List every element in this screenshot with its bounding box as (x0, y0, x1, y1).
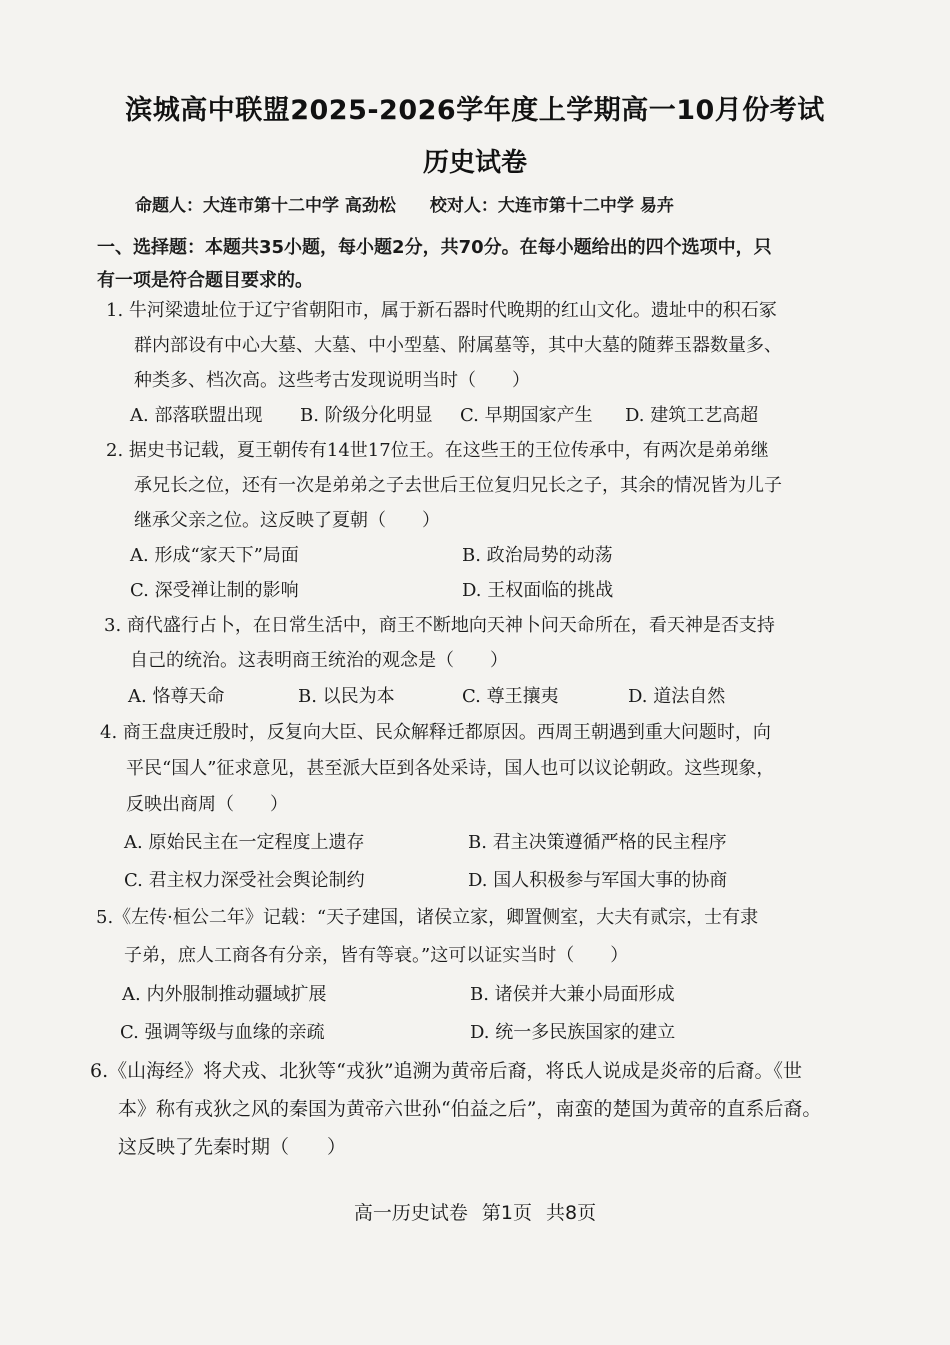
exam-title: 滨城高中联盟2025-2026学年度上学期高一10月份考试 (125, 95, 825, 126)
question-6-line-3: 这反映了先秦时期（ ） (118, 1136, 347, 1158)
author-line (135, 191, 674, 216)
question-2-line-2: 承兄长之位，还有一次是弟弟之子去世后王位复归兄长之子，其余的情况皆为儿子 (134, 475, 782, 496)
section-instructions-line-1: 一、选择题：本题共35小题，每小题2分，共70分。在每小题给出的四个选项中，只 (97, 237, 772, 258)
question-5-option-c[interactable]: C. 强调等级与血缘的亲疏 (120, 1022, 325, 1043)
question-1-option-a[interactable]: A. 部落联盟出现 (130, 405, 263, 426)
question-1-option-b[interactable]: B. 阶级分化明显 (300, 405, 433, 426)
question-1-line-2: 群内部设有中心大墓、大墓、中小型墓、附属墓等，其中大墓的随葬玉器数量多、 (134, 335, 782, 356)
question-4-option-d[interactable]: D. 国人积极参与军国大事的协商 (468, 870, 728, 891)
question-4-option-c[interactable]: C. 君主权力深受社会舆论制约 (124, 870, 365, 891)
proofreader-label: 校对人：大连市第十二中学 易卉 (429, 196, 674, 216)
question-2-option-b[interactable]: B. 政治局势的动荡 (462, 545, 613, 566)
footer-total-pages: 共8页 (546, 1202, 597, 1224)
question-5-option-b[interactable]: B. 诸侯并大兼小局面形成 (470, 984, 675, 1005)
question-4-line-2: 平民“国人”征求意见，甚至派大臣到各处采诗，国人也可以议论朝政。这些现象， (126, 758, 775, 779)
question-3-option-d[interactable]: D. 道法自然 (628, 686, 726, 707)
question-3-option-c[interactable]: C. 尊王攘夷 (462, 686, 559, 707)
question-5-line-1: 5.《左传·桓公二年》记载：“天子建国，诸侯立家，卿置侧室，大夫有贰宗，士有隶 (96, 907, 759, 928)
question-1-line-3: 种类多、档次高。这些考古发现说明当时（ ） (134, 370, 530, 391)
question-4-line-3: 反映出商周（ ） (126, 794, 288, 815)
question-4-option-b[interactable]: B. 君主决策遵循严格的民主程序 (468, 832, 727, 853)
question-6-line-1: 6.《山海经》将犬戎、北狄等“戎狄”追溯为黄帝后裔，将氐人说成是炎帝的后裔。《世 (90, 1060, 803, 1082)
question-3-option-a[interactable]: A. 恪尊天命 (128, 686, 225, 707)
question-6-line-2: 本》称有戎狄之风的秦国为黄帝六世孙“伯益之后”，南蛮的楚国为黄帝的直系后裔。 (118, 1098, 822, 1120)
question-3-option-b[interactable]: B. 以民为本 (298, 686, 395, 707)
question-5-option-d[interactable]: D. 统一多民族国家的建立 (470, 1022, 676, 1043)
question-3-line-1: 3. 商代盛行占卜，在日常生活中，商王不断地向天神卜问天命所在，看天神是否支持 (104, 615, 775, 636)
author-label: 命题人：大连市第十二中学 高劲松 (135, 196, 396, 216)
question-1-option-d[interactable]: D. 建筑工艺高超 (625, 405, 759, 426)
question-1-line-1: 1. 牛河梁遗址位于辽宁省朝阳市，属于新石器时代晚期的红山文化。遗址中的积石冢 (106, 300, 777, 321)
footer-page-number: 第1页 (481, 1202, 532, 1224)
question-5-line-2: 子弟，庶人工商各有分亲，皆有等衰。”这可以证实当时（ ） (124, 945, 629, 966)
page-footer (0, 1198, 950, 1225)
question-2-line-3: 继承父亲之位。这反映了夏朝（ ） (134, 510, 440, 531)
question-4-option-a[interactable]: A. 原始民主在一定程度上遗存 (124, 832, 365, 853)
exam-subtitle: 历史试卷 (422, 148, 527, 178)
section-instructions-line-2: 有一项是符合题目要求的。 (97, 270, 313, 291)
question-2-line-1: 2. 据史书记载，夏王朝传有14世17位王。在这些王的王位传承中，有两次是弟弟继 (106, 440, 769, 461)
question-5-option-a[interactable]: A. 内外服制推动疆域扩展 (122, 984, 327, 1005)
footer-course: 高一历史试卷 (353, 1202, 468, 1224)
question-1-option-c[interactable]: C. 早期国家产生 (460, 405, 593, 426)
question-2-option-d[interactable]: D. 王权面临的挑战 (462, 580, 614, 601)
question-3-line-2: 自己的统治。这表明商王统治的观念是（ ） (130, 650, 508, 671)
question-4-line-1: 4. 商王盘庚迁殷时，反复向大臣、民众解释迁都原因。西周王朝遇到重大问题时，向 (100, 722, 771, 743)
question-2-option-a[interactable]: A. 形成“家天下”局面 (130, 545, 299, 566)
question-2-option-c[interactable]: C. 深受禅让制的影响 (130, 580, 299, 601)
